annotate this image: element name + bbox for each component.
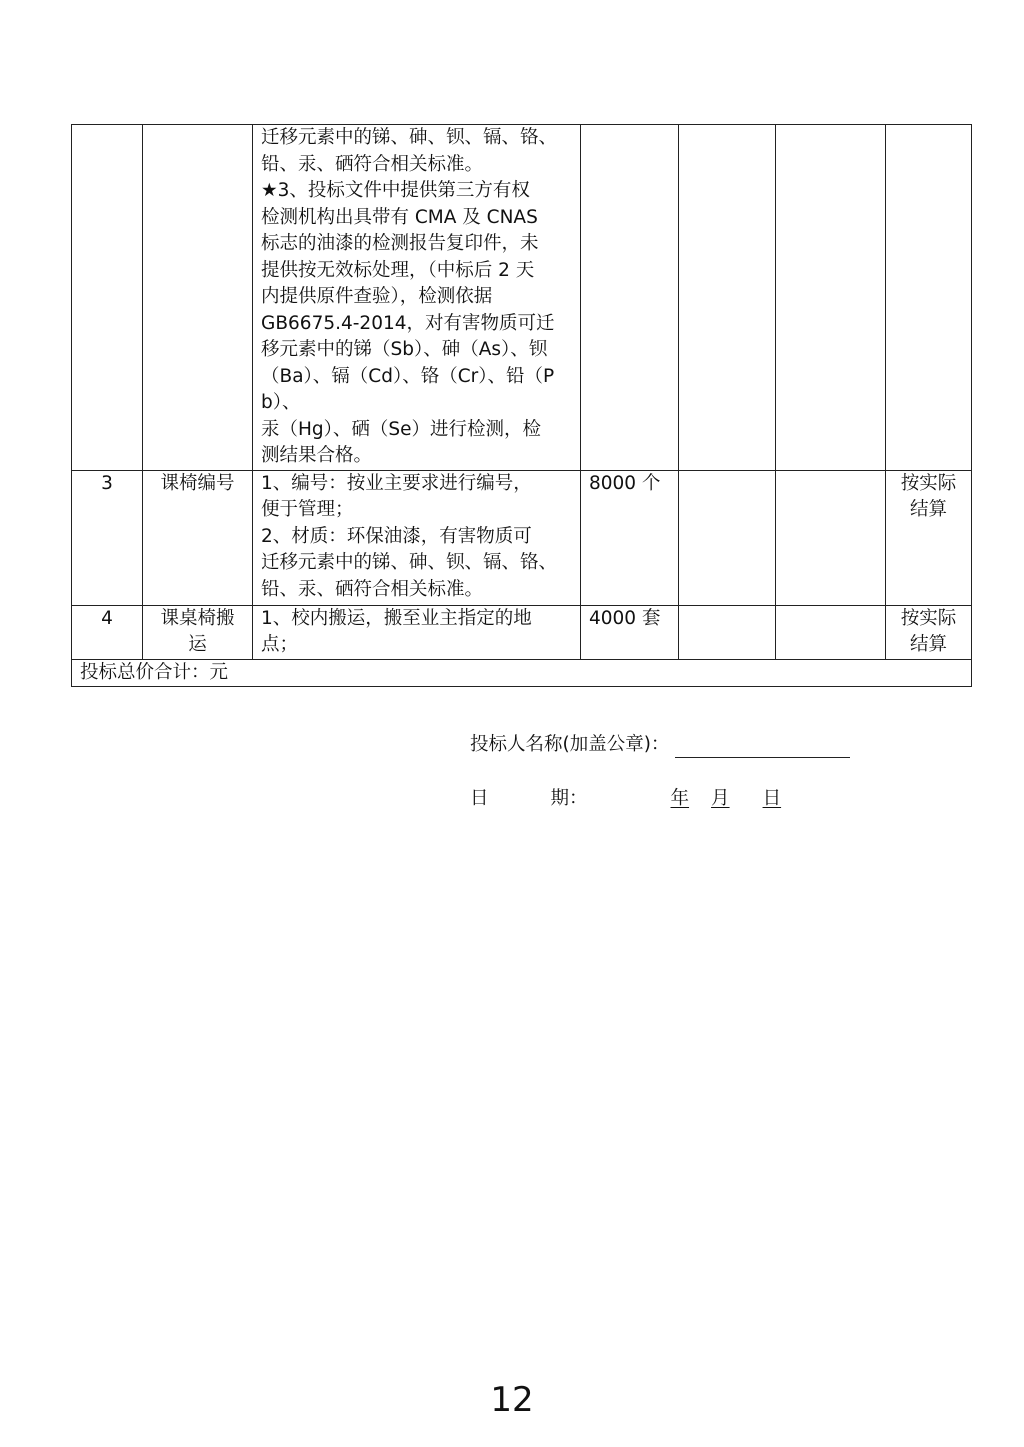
desc-line: 移元素中的锑（Sb）、砷（As）、钡 (261, 339, 548, 360)
desc-line: 铅、汞、硒符合相关标准。 (261, 153, 484, 175)
cell-name (143, 125, 253, 471)
cell-name: 课椅编号 (143, 470, 253, 605)
desc-line: 便于管理； (261, 499, 354, 520)
cell-empty (776, 605, 886, 659)
table-row (72, 470, 972, 605)
cell-description (253, 470, 581, 605)
desc-line: 1、校内搬运，搬至业主指定的地 (261, 607, 532, 629)
name-line: 运 (188, 634, 207, 655)
cell-no (72, 125, 143, 471)
cell-empty (679, 605, 776, 659)
desc-line: （Ba）、镉（Cd）、铬（Cr）、铅（Pb）、 (261, 365, 555, 413)
cell-no: 4 (72, 605, 143, 659)
desc-line: 提供按无效标处理，（中标后 2 天 (261, 259, 535, 281)
cell-remark (886, 470, 972, 605)
cell-description (253, 125, 581, 471)
cell-quantity: 8000 个 (581, 470, 679, 605)
cell-quantity (581, 125, 679, 471)
cell-empty (679, 125, 776, 471)
desc-line: 检测机构出具带有 CMA 及 CNAS (261, 206, 538, 228)
desc-line: ★3、投标文件中提供第三方有权 (261, 180, 530, 201)
desc-line: 汞（Hg）、硒（Se）进行检测，检 (261, 418, 542, 440)
desc-line: 铅、汞、硒符合相关标准。 (261, 578, 484, 600)
bidder-signature (470, 732, 850, 758)
quote-table (71, 124, 972, 687)
desc-line: 迁移元素中的锑、砷、钡、镉、铬、 (261, 552, 558, 573)
desc-line: 迁移元素中的锑、砷、钡、镉、铬、 (261, 127, 558, 148)
total-row (72, 659, 972, 687)
date-day: 日 (762, 788, 782, 809)
cell-description (253, 605, 581, 659)
date-label-2: 期： (550, 788, 588, 809)
cell-remark (886, 605, 972, 659)
remark-line: 按实际 (900, 472, 957, 494)
bidder-label: 投标人名称(加盖公章)： (470, 734, 670, 755)
desc-line: GB6675.4-2014，对有害物质可迁 (261, 312, 555, 334)
table-row (72, 125, 972, 471)
cell-empty (776, 470, 886, 605)
cell-empty (776, 125, 886, 471)
cell-quantity: 4000 套 (581, 605, 679, 659)
desc-line: 内提供原件查验），检测依据 (261, 286, 493, 307)
remark-line: 结算 (909, 634, 947, 655)
total-label: 投标总价合计：元 (80, 661, 229, 683)
desc-line: 1、编号：按业主要求进行编号， (261, 472, 532, 494)
desc-line: 点； (261, 634, 299, 655)
date-label-1: 日 (470, 788, 489, 809)
page-number: 12 (490, 1380, 534, 1420)
desc-line: 2、材质：环保油漆，有害物质可 (261, 525, 532, 547)
cell-no: 3 (72, 470, 143, 605)
cell-remark (886, 125, 972, 471)
desc-line: 标志的油漆的检测报告复印件，未 (261, 233, 539, 254)
remark-line: 结算 (909, 499, 947, 520)
total-cell (72, 659, 972, 687)
bidder-blank-line (675, 735, 850, 758)
cell-empty (679, 470, 776, 605)
date-month: 月 (711, 788, 730, 809)
name-line: 课桌椅搬 (160, 607, 235, 629)
date-year: 年 (670, 788, 690, 809)
cell-name (143, 605, 253, 659)
desc-line: 测结果合格。 (261, 445, 373, 466)
date-signature (470, 786, 781, 812)
date-underlined (588, 788, 782, 809)
table-row (72, 605, 972, 659)
remark-line: 按实际 (900, 607, 957, 629)
